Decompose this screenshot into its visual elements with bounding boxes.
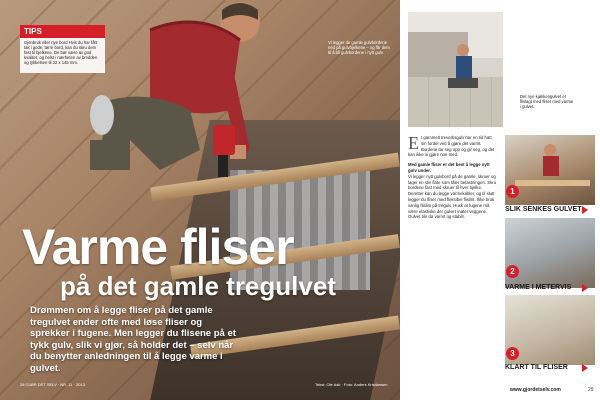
step-number-1: 1 (506, 185, 519, 198)
website-link[interactable]: www.gjordetselv.com (510, 387, 561, 393)
step-number-2: 2 (506, 265, 519, 278)
step-label-1: SLIK SENKES GULVET (505, 206, 582, 213)
step-label-2: VARME I METERVIS (505, 284, 572, 291)
article-headline (22, 219, 336, 301)
photo-caption-left: Vi legger de gamle gulvbordene ned på gulvbjelkene – og får dem til å bli gulvbordene i nytt gulv. (328, 40, 390, 55)
step-label-3: KLART TIL FLISER (505, 364, 568, 371)
step-photo-2 (505, 218, 595, 288)
photo-caption-right: Det nye kjøkkengulvet er flislagt med fliser med varme i gulvet. (520, 94, 574, 109)
body-intro: t gammelt treverksgulv har en tid hatt sin fordel ved å gjøre det varmt. Bordene tar seg opp og gir seg, og det kan ikke vi gjøre noe med. (408, 135, 495, 158)
body-paragraph: Vi legger nytt gulvbord på de gamle, skruer og lager en stiv flate som tåler belastningen. Skru bordene fast med skruer til hver bjelke. Deretter kan du legge varmekabler, og til slutt legger du fliser med fleksibel flislim. Ikke bruk vanlig flislim på tregulv. Husk at fugene må være elastiske der gulvet møter veggene. Gulvet blir da varmt og stabilt. (408, 173, 497, 220)
step-arrow-icon (582, 206, 588, 214)
kitchen-photo (408, 12, 503, 127)
article-body (408, 135, 498, 220)
headline-line1: Varme fliser (22, 219, 294, 275)
footer-left: 28 GJØR DET SELV · NR. 11 · 2013 (20, 382, 85, 387)
step-number-3: 3 (506, 347, 519, 360)
headline-line2: på det gamle tregulvet (60, 271, 336, 301)
step-arrow-icon (582, 364, 588, 372)
step-arrow-icon (582, 284, 588, 292)
dropcap: E (408, 133, 419, 153)
article-intro: Drømmen om å legge fliser på det gamle tregulvet ender ofte med løse fliser og sprekker i fugene. Men legger du flisene på et tykk gulv, slik vi gjør, så holder det – selv når du benytter anledningen til å legge varme i gulvet. (30, 305, 236, 374)
tips-text: Gjenbruk eller nye bord Hvis du har fått tak i gode, tørre bord, kan du skru dem fast til bjelkene. De bør være av god kvalitet, og helst i nærheten av bredden og tykkelsen til 22 x 145 mm. (24, 40, 98, 65)
tips-box (20, 25, 105, 73)
worker-figure (90, 0, 270, 210)
body-subheading: Med gamle fliser er det best å legge nytt golv under. (408, 162, 490, 173)
step-photo-1 (505, 135, 595, 205)
kitchen-person (408, 12, 503, 127)
tips-label: TIPS (20, 25, 105, 38)
photo-credit: Tekst: Ole Ask · Foto: Anders Kristiansen (315, 382, 388, 387)
page-number: 29 (588, 387, 594, 393)
